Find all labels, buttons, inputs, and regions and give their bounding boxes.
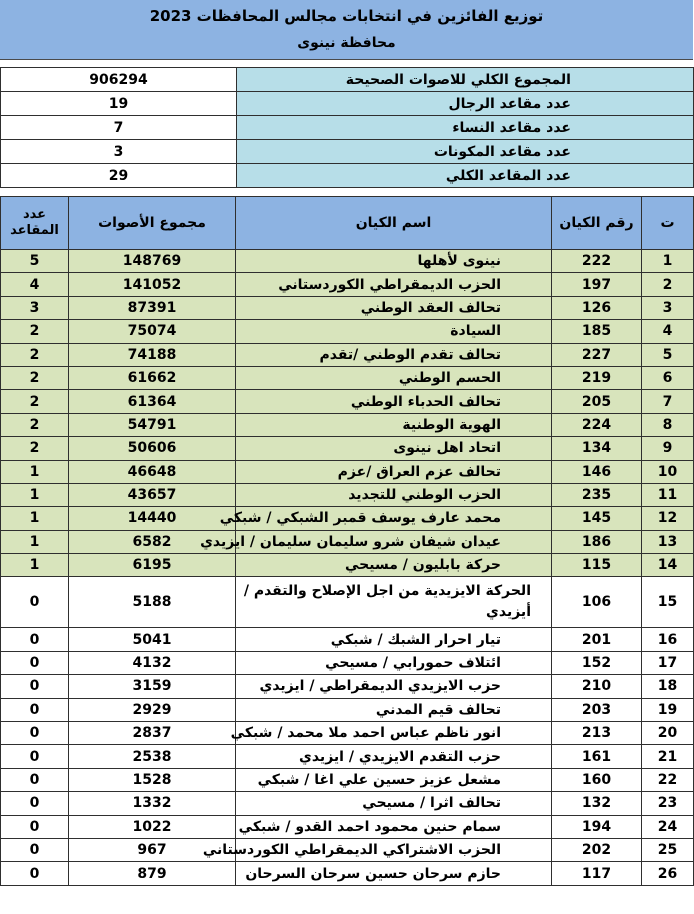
cell-index: 20 <box>642 722 694 745</box>
cell-entity-id: 235 <box>552 483 642 506</box>
table-row <box>1 273 694 296</box>
cell-seats: 1 <box>1 460 69 483</box>
summary-label: عدد المقاعد الكلي <box>237 164 694 188</box>
header-name: اسم الكيان <box>236 197 552 250</box>
cell-entity-id: 115 <box>552 554 642 577</box>
table-row <box>1 792 694 815</box>
cell-entity-id: 117 <box>552 862 642 885</box>
page-title: توزيع الفائزين في انتخابات مجالس المحافظات 2023 <box>149 7 544 25</box>
table-row <box>1 250 694 273</box>
table-row <box>1 651 694 674</box>
cell-seats: 1 <box>1 554 69 577</box>
cell-seats: 1 <box>1 530 69 553</box>
cell-index: 22 <box>642 768 694 791</box>
cell-entity-id: 186 <box>552 530 642 553</box>
cell-entity-name: تحالف قيم المدني <box>236 698 552 721</box>
cell-seats: 1 <box>1 507 69 530</box>
table-row <box>1 507 694 530</box>
cell-index: 10 <box>642 460 694 483</box>
cell-seats: 0 <box>1 722 69 745</box>
cell-votes: 75074 <box>69 320 236 343</box>
table-row <box>1 554 694 577</box>
cell-entity-name: عيدان شيفان شرو سليمان سليمان / ايزيدي <box>236 530 552 553</box>
cell-votes: 3159 <box>69 675 236 698</box>
cell-index: 17 <box>642 651 694 674</box>
cell-entity-id: 194 <box>552 815 642 838</box>
table-row <box>1 577 694 628</box>
cell-seats: 5 <box>1 250 69 273</box>
cell-entity-name: انور ناظم عباس احمد ملا محمد / شبكي <box>236 722 552 745</box>
cell-entity-id: 160 <box>552 768 642 791</box>
cell-seats: 0 <box>1 698 69 721</box>
cell-votes: 6582 <box>69 530 236 553</box>
cell-seats: 0 <box>1 838 69 861</box>
cell-votes: 879 <box>69 862 236 885</box>
cell-votes: 87391 <box>69 296 236 319</box>
cell-seats: 1 <box>1 483 69 506</box>
cell-entity-id: 152 <box>552 651 642 674</box>
cell-entity-name: تحالف عزم العراق /عزم <box>236 460 552 483</box>
cell-entity-name: اتحاد اهل نينوى <box>236 437 552 460</box>
summary-table <box>0 67 694 188</box>
cell-votes: 61364 <box>69 390 236 413</box>
cell-index: 2 <box>642 273 694 296</box>
cell-index: 3 <box>642 296 694 319</box>
cell-votes: 54791 <box>69 413 236 436</box>
cell-index: 8 <box>642 413 694 436</box>
table-row <box>1 483 694 506</box>
cell-entity-id: 205 <box>552 390 642 413</box>
table-row <box>1 460 694 483</box>
cell-index: 5 <box>642 343 694 366</box>
cell-seats: 0 <box>1 675 69 698</box>
cell-index: 19 <box>642 698 694 721</box>
cell-entity-name: الحزب الديمقراطي الكوردستاني <box>236 273 552 296</box>
cell-seats: 0 <box>1 577 69 628</box>
cell-entity-name: تحالف العقد الوطني <box>236 296 552 319</box>
table-row <box>1 413 694 436</box>
header-seats: عدد المقاعد <box>1 197 69 250</box>
cell-entity-name: نينوى لأهلها <box>236 250 552 273</box>
summary-row <box>1 116 694 140</box>
summary-value: 7 <box>1 116 237 140</box>
cell-votes: 6195 <box>69 554 236 577</box>
cell-entity-id: 106 <box>552 577 642 628</box>
table-row <box>1 437 694 460</box>
cell-votes: 141052 <box>69 273 236 296</box>
cell-entity-id: 126 <box>552 296 642 319</box>
summary-label: عدد مقاعد النساء <box>237 116 694 140</box>
cell-entity-name: سمام حنين محمود احمد القدو / شبكي <box>236 815 552 838</box>
cell-index: 14 <box>642 554 694 577</box>
summary-value: 29 <box>1 164 237 188</box>
summary-label: عدد مقاعد الرجال <box>237 92 694 116</box>
cell-seats: 0 <box>1 745 69 768</box>
cell-votes: 4132 <box>69 651 236 674</box>
cell-seats: 0 <box>1 815 69 838</box>
cell-entity-id: 224 <box>552 413 642 436</box>
cell-seats: 2 <box>1 366 69 389</box>
cell-entity-name: تحالف الحدباء الوطني <box>236 390 552 413</box>
cell-entity-id: 145 <box>552 507 642 530</box>
header-index: ت <box>642 197 694 250</box>
cell-entity-id: 222 <box>552 250 642 273</box>
table-row <box>1 815 694 838</box>
cell-entity-id: 146 <box>552 460 642 483</box>
cell-entity-id: 227 <box>552 343 642 366</box>
cell-entity-name: حركة بابليون / مسيحي <box>236 554 552 577</box>
header-banner <box>0 0 693 60</box>
cell-index: 11 <box>642 483 694 506</box>
cell-entity-name: محمد عارف يوسف قمبر الشبكي / شبكي <box>236 507 552 530</box>
cell-votes: 1528 <box>69 768 236 791</box>
cell-votes: 2538 <box>69 745 236 768</box>
table-row <box>1 838 694 861</box>
cell-index: 1 <box>642 250 694 273</box>
cell-seats: 0 <box>1 628 69 651</box>
cell-seats: 4 <box>1 273 69 296</box>
header-votes: مجموع الأصوات <box>69 197 236 250</box>
cell-seats: 2 <box>1 390 69 413</box>
cell-votes: 14440 <box>69 507 236 530</box>
cell-entity-name: الحزب الاشتراكي الديمقراطي الكوردستاني <box>236 838 552 861</box>
cell-entity-name: مشعل عزيز حسين علي اغا / شبكي <box>236 768 552 791</box>
table-row <box>1 698 694 721</box>
table-row <box>1 722 694 745</box>
cell-index: 23 <box>642 792 694 815</box>
cell-entity-name: تحالف اثرا / مسيحي <box>236 792 552 815</box>
cell-entity-name: حازم سرحان حسين سرحان السرحان <box>236 862 552 885</box>
cell-seats: 2 <box>1 320 69 343</box>
cell-entity-id: 213 <box>552 722 642 745</box>
table-row <box>1 320 694 343</box>
cell-votes: 1332 <box>69 792 236 815</box>
cell-entity-name: الهوية الوطنية <box>236 413 552 436</box>
table-row <box>1 768 694 791</box>
table-row <box>1 675 694 698</box>
cell-seats: 0 <box>1 792 69 815</box>
cell-seats: 0 <box>1 862 69 885</box>
cell-index: 9 <box>642 437 694 460</box>
cell-index: 13 <box>642 530 694 553</box>
cell-entity-id: 203 <box>552 698 642 721</box>
cell-index: 12 <box>642 507 694 530</box>
cell-index: 21 <box>642 745 694 768</box>
cell-seats: 0 <box>1 768 69 791</box>
table-row <box>1 530 694 553</box>
header-entity-id: رقم الكيان <box>552 197 642 250</box>
cell-votes: 46648 <box>69 460 236 483</box>
cell-votes: 148769 <box>69 250 236 273</box>
cell-entity-id: 202 <box>552 838 642 861</box>
cell-seats: 2 <box>1 343 69 366</box>
results-table-header <box>1 197 694 250</box>
cell-votes: 5188 <box>69 577 236 628</box>
summary-label: المجموع الكلي للاصوات الصحيحة <box>237 68 694 92</box>
cell-entity-name: حزب التقدم الايزيدي / ايزيدي <box>236 745 552 768</box>
table-row <box>1 745 694 768</box>
cell-entity-id: 185 <box>552 320 642 343</box>
summary-row <box>1 92 694 116</box>
summary-value: 3 <box>1 140 237 164</box>
cell-index: 16 <box>642 628 694 651</box>
cell-votes: 2837 <box>69 722 236 745</box>
cell-entity-id: 201 <box>552 628 642 651</box>
cell-entity-name: الحركة الايزيدية من اجل الإصلاح والتقدم / أيزيدي <box>236 577 552 628</box>
cell-votes: 967 <box>69 838 236 861</box>
summary-label: عدد مقاعد المكونات <box>237 140 694 164</box>
cell-votes: 61662 <box>69 366 236 389</box>
cell-votes: 50606 <box>69 437 236 460</box>
cell-entity-name: تيار احرار الشبك / شبكي <box>236 628 552 651</box>
cell-seats: 2 <box>1 413 69 436</box>
cell-index: 26 <box>642 862 694 885</box>
summary-row <box>1 164 694 188</box>
cell-entity-name: الحسم الوطني <box>236 366 552 389</box>
cell-entity-name: ائتلاف حمورابي / مسيحي <box>236 651 552 674</box>
table-row <box>1 366 694 389</box>
table-row <box>1 862 694 885</box>
cell-seats: 0 <box>1 651 69 674</box>
cell-entity-name: تحالف تقدم الوطني /تقدم <box>236 343 552 366</box>
cell-entity-id: 134 <box>552 437 642 460</box>
cell-entity-name: الحزب الوطني للتجديد <box>236 483 552 506</box>
cell-entity-id: 210 <box>552 675 642 698</box>
summary-value: 906294 <box>1 68 237 92</box>
cell-seats: 2 <box>1 437 69 460</box>
cell-votes: 5041 <box>69 628 236 651</box>
page-subtitle: محافظة نينوى <box>297 35 396 51</box>
cell-index: 7 <box>642 390 694 413</box>
summary-value: 19 <box>1 92 237 116</box>
cell-votes: 74188 <box>69 343 236 366</box>
cell-index: 18 <box>642 675 694 698</box>
cell-entity-id: 161 <box>552 745 642 768</box>
cell-index: 25 <box>642 838 694 861</box>
cell-index: 24 <box>642 815 694 838</box>
cell-votes: 43657 <box>69 483 236 506</box>
cell-entity-id: 219 <box>552 366 642 389</box>
cell-index: 4 <box>642 320 694 343</box>
cell-votes: 2929 <box>69 698 236 721</box>
summary-row <box>1 140 694 164</box>
cell-entity-id: 132 <box>552 792 642 815</box>
cell-entity-name: السيادة <box>236 320 552 343</box>
cell-index: 6 <box>642 366 694 389</box>
cell-entity-id: 197 <box>552 273 642 296</box>
table-row <box>1 343 694 366</box>
table-row <box>1 390 694 413</box>
cell-index: 15 <box>642 577 694 628</box>
cell-votes: 1022 <box>69 815 236 838</box>
summary-row <box>1 68 694 92</box>
results-table <box>0 196 694 886</box>
cell-seats: 3 <box>1 296 69 319</box>
cell-entity-name: حزب الايزيدي الديمقراطي / ايزيدي <box>236 675 552 698</box>
table-row <box>1 628 694 651</box>
table-row <box>1 296 694 319</box>
